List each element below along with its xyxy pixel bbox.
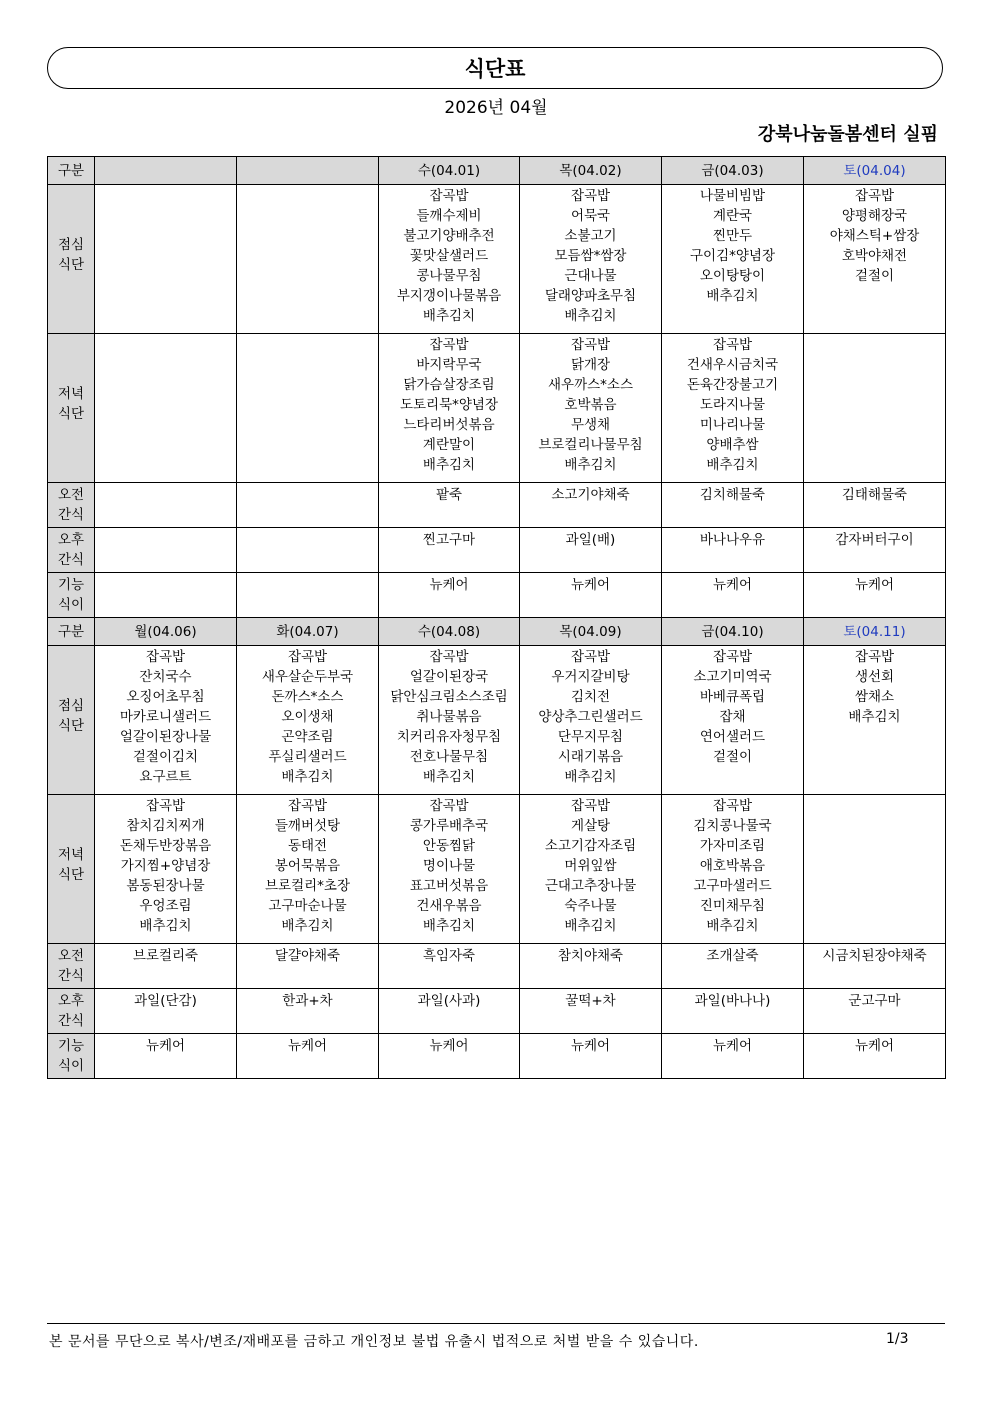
menu-item: 잡곡밥 bbox=[854, 188, 895, 204]
dinner-cell bbox=[662, 795, 804, 944]
menu-item: 겉절이 bbox=[712, 749, 753, 765]
menu-item: 배추김치 bbox=[139, 918, 192, 934]
pm-snack-cell bbox=[662, 528, 804, 573]
dinner-cell bbox=[662, 334, 804, 483]
menu-item: 닭가슴살장조림 bbox=[403, 377, 495, 393]
special-row bbox=[48, 1034, 946, 1079]
menu-item: 오이탕탕이 bbox=[699, 268, 766, 284]
dinner-cell bbox=[237, 795, 379, 944]
menu-item: 건새우볶음 bbox=[416, 898, 482, 914]
row-label-dinner bbox=[48, 334, 95, 483]
menu-item bbox=[95, 528, 236, 530]
menu-item: 소고기야채죽 bbox=[551, 487, 630, 503]
menu-item: 계란말이 bbox=[422, 437, 476, 453]
row-label-line: 식이 bbox=[57, 597, 85, 613]
day-header: 목(04.09) bbox=[520, 618, 662, 646]
menu-item: 흑임자죽 bbox=[422, 948, 476, 964]
menu-item: 호박볶음 bbox=[564, 397, 617, 413]
menu-item: 배추김치 bbox=[422, 457, 476, 473]
dinner-cell bbox=[237, 334, 379, 483]
menu-item: 찐만두 bbox=[712, 228, 753, 244]
day-header: 수(04.08) bbox=[379, 618, 520, 646]
lunch-cell bbox=[804, 185, 946, 334]
menu-item: 고구마순나물 bbox=[268, 898, 347, 914]
lunch-cell bbox=[237, 185, 379, 334]
dinner-cell bbox=[520, 334, 662, 483]
menu-item: 시금치된장야채죽 bbox=[822, 948, 927, 964]
pm-snack-cell bbox=[804, 989, 946, 1034]
pm-snack-cell bbox=[379, 989, 520, 1034]
menu-item: 소불고기 bbox=[564, 228, 617, 244]
menu-item: 취나물볶음 bbox=[416, 709, 482, 725]
menu-item: 겉절이 bbox=[854, 268, 895, 284]
menu-item: 곤약조림 bbox=[281, 729, 334, 745]
pm-snack-cell bbox=[520, 989, 662, 1034]
menu-item: 잡곡밥 bbox=[712, 649, 753, 665]
day-header bbox=[237, 157, 379, 185]
dinner-cell bbox=[95, 334, 237, 483]
am-snack-cell bbox=[237, 483, 379, 528]
row-label-line: 기능 bbox=[57, 577, 85, 593]
menu-item: 잡곡밥 bbox=[429, 798, 469, 814]
row-label-line: 오후 bbox=[57, 993, 85, 1009]
menu-item: 잡곡밥 bbox=[145, 798, 186, 814]
footer-divider bbox=[47, 1323, 945, 1324]
menu-item bbox=[95, 573, 236, 575]
menu-item: 잡곡밥 bbox=[570, 649, 611, 665]
row-label-line: 점심 bbox=[57, 237, 85, 253]
menu-item: 잡곡밥 bbox=[570, 798, 611, 814]
row-label-pm-snack bbox=[48, 528, 95, 573]
row-label-line: 오후 bbox=[57, 532, 85, 548]
lunch-cell bbox=[662, 185, 804, 334]
menu-item: 동태전 bbox=[287, 838, 328, 854]
menu-item: 가자미조림 bbox=[699, 838, 766, 854]
menu-item: 배추김치 bbox=[281, 918, 334, 934]
lunch-row bbox=[48, 185, 946, 334]
menu-item: 돈채두반장볶음 bbox=[119, 838, 212, 854]
day-header: 토(04.11) bbox=[804, 618, 946, 646]
menu-item: 미나리나물 bbox=[699, 417, 766, 433]
pm-snack-cell bbox=[237, 528, 379, 573]
menu-item: 불고기양배추전 bbox=[403, 228, 495, 244]
menu-item: 우거지갈비탕 bbox=[551, 669, 630, 685]
menu-item: 배추김치 bbox=[848, 709, 901, 725]
menu-item: 뉴케어 bbox=[854, 577, 895, 593]
menu-item: 구이김*양념장 bbox=[690, 248, 775, 264]
menu-item: 김태해물죽 bbox=[841, 487, 908, 503]
pm-snack-row bbox=[48, 989, 946, 1034]
center-name: 강북나눔돌봄센터 실핌 bbox=[757, 124, 938, 145]
menu-item: 얼갈이된장나물 bbox=[119, 729, 212, 745]
page-title: 식단표 bbox=[47, 47, 943, 89]
pm-snack-cell bbox=[379, 528, 520, 573]
page-number: 1/3 bbox=[886, 1331, 909, 1347]
row-label-am-snack bbox=[48, 944, 95, 989]
menu-item: 봉어묵볶음 bbox=[274, 858, 341, 874]
row-label-line: 간식 bbox=[57, 1013, 85, 1029]
menu-item: 바지락무국 bbox=[416, 357, 482, 373]
menu-item: 한과+차 bbox=[282, 993, 333, 1009]
menu-item: 잡채 bbox=[719, 709, 746, 725]
menu-item: 잡곡밥 bbox=[287, 649, 328, 665]
menu-item: 배추김치 bbox=[564, 308, 617, 324]
lunch-cell bbox=[662, 646, 804, 795]
special-cell bbox=[520, 573, 662, 618]
menu-item: 새우까스*소스 bbox=[548, 377, 633, 393]
menu-item: 건새우시금치국 bbox=[686, 357, 779, 373]
menu-item: 양상추그린샐러드 bbox=[538, 709, 643, 725]
menu-item: 나물비빔밥 bbox=[699, 188, 766, 204]
menu-item: 바베큐폭립 bbox=[699, 689, 766, 705]
menu-item: 배추김치 bbox=[706, 457, 759, 473]
am-snack-cell bbox=[237, 944, 379, 989]
menu-item: 부지갱이나물볶음 bbox=[396, 288, 502, 304]
lunch-cell bbox=[95, 646, 237, 795]
menu-item: 잡곡밥 bbox=[429, 188, 469, 204]
special-cell bbox=[237, 573, 379, 618]
menu-item: 마카로니샐러드 bbox=[119, 709, 212, 725]
menu-item: 어묵국 bbox=[570, 208, 611, 224]
day-header bbox=[95, 157, 237, 185]
pm-snack-cell bbox=[95, 989, 237, 1034]
menu-item: 잡곡밥 bbox=[429, 649, 469, 665]
menu-item: 과일(단감) bbox=[134, 993, 197, 1009]
menu-item: 돈육간장불고기 bbox=[686, 377, 779, 393]
menu-item: 소고기미역국 bbox=[693, 669, 772, 685]
lunch-row bbox=[48, 646, 946, 795]
menu-item: 겉절이김치 bbox=[132, 749, 199, 765]
special-cell bbox=[662, 1034, 804, 1079]
menu-item: 잡곡밥 bbox=[854, 649, 895, 665]
menu-item: 호박야채전 bbox=[841, 248, 908, 264]
menu-item: 과일(배) bbox=[565, 532, 616, 548]
menu-item: 연어샐러드 bbox=[699, 729, 766, 745]
lunch-cell bbox=[379, 646, 520, 795]
menu-item: 고구마샐러드 bbox=[693, 878, 772, 894]
special-cell bbox=[95, 1034, 237, 1079]
dinner-cell bbox=[804, 795, 946, 944]
row-label-header: 구분 bbox=[48, 618, 95, 646]
menu-item: 과일(바나나) bbox=[694, 993, 771, 1009]
menu-item: 브로컬리나물무침 bbox=[538, 437, 643, 453]
menu-item: 뉴케어 bbox=[145, 1038, 186, 1054]
day-header: 토(04.04) bbox=[804, 157, 946, 185]
menu-item: 잡곡밥 bbox=[429, 337, 469, 353]
special-cell bbox=[520, 1034, 662, 1079]
menu-item: 김치콩나물국 bbox=[693, 818, 772, 834]
menu-item: 배추김치 bbox=[281, 769, 334, 785]
row-label-lunch bbox=[48, 185, 95, 334]
menu-table bbox=[47, 156, 946, 1079]
row-label-line: 간식 bbox=[57, 968, 85, 984]
week-header-row bbox=[48, 157, 946, 185]
week-header-row bbox=[48, 618, 946, 646]
day-header: 금(04.10) bbox=[662, 618, 804, 646]
menu-item: 전호나물무침 bbox=[409, 749, 489, 765]
pm-snack-cell bbox=[520, 528, 662, 573]
menu-item bbox=[237, 528, 378, 530]
menu-item bbox=[237, 483, 378, 485]
menu-item: 안동찜닭 bbox=[422, 838, 476, 854]
menu-item: 배추김치 bbox=[564, 918, 617, 934]
menu-item: 콩가루배추국 bbox=[409, 818, 489, 834]
day-header: 목(04.02) bbox=[520, 157, 662, 185]
menu-item: 머위잎쌈 bbox=[564, 858, 617, 874]
menu-item: 무생채 bbox=[570, 417, 611, 433]
menu-item: 달래양파초무침 bbox=[544, 288, 637, 304]
menu-item: 양배추쌈 bbox=[706, 437, 759, 453]
am-snack-cell bbox=[520, 944, 662, 989]
row-label-line: 식이 bbox=[57, 1058, 85, 1074]
am-snack-row bbox=[48, 483, 946, 528]
menu-item: 잡곡밥 bbox=[145, 649, 186, 665]
menu-item: 배추김치 bbox=[422, 918, 476, 934]
am-snack-cell bbox=[520, 483, 662, 528]
menu-item: 꽃맛살샐러드 bbox=[409, 248, 489, 264]
menu-item: 치커리유자청무침 bbox=[396, 729, 502, 745]
menu-item: 진미채무침 bbox=[699, 898, 766, 914]
day-header: 금(04.03) bbox=[662, 157, 804, 185]
row-label-lunch bbox=[48, 646, 95, 795]
row-label-line: 점심 bbox=[57, 698, 85, 714]
special-cell bbox=[804, 1034, 946, 1079]
pm-snack-cell bbox=[804, 528, 946, 573]
lunch-cell bbox=[379, 185, 520, 334]
menu-item: 뉴케어 bbox=[570, 577, 611, 593]
menu-item: 배추김치 bbox=[706, 288, 759, 304]
day-header: 수(04.01) bbox=[379, 157, 520, 185]
menu-item: 뉴케어 bbox=[570, 1038, 611, 1054]
menu-item: 생선회 bbox=[854, 669, 895, 685]
am-snack-cell bbox=[95, 483, 237, 528]
row-label-line: 기능 bbox=[57, 1038, 85, 1054]
am-snack-cell bbox=[804, 483, 946, 528]
special-cell bbox=[237, 1034, 379, 1079]
pm-snack-cell bbox=[662, 989, 804, 1034]
row-label-line: 식단 bbox=[57, 406, 85, 422]
menu-item: 애호박볶음 bbox=[699, 858, 766, 874]
menu-item: 달걀야채죽 bbox=[274, 948, 341, 964]
special-cell bbox=[379, 573, 520, 618]
menu-item: 감자버터구이 bbox=[835, 532, 914, 548]
menu-item: 요구르트 bbox=[139, 769, 192, 785]
am-snack-cell bbox=[379, 944, 520, 989]
menu-item: 가지찜+양념장 bbox=[120, 858, 211, 874]
menu-item: 느타리버섯볶음 bbox=[403, 417, 495, 433]
lunch-cell bbox=[95, 185, 237, 334]
menu-item: 김치해물죽 bbox=[699, 487, 766, 503]
special-cell bbox=[379, 1034, 520, 1079]
menu-item bbox=[237, 573, 378, 575]
menu-item: 도토리묵*양념장 bbox=[399, 397, 499, 413]
menu-item: 돈까스*소스 bbox=[271, 689, 344, 705]
menu-item: 잡곡밥 bbox=[287, 798, 328, 814]
menu-item: 뉴케어 bbox=[429, 577, 469, 593]
day-header: 월(04.06) bbox=[95, 618, 237, 646]
row-label-special bbox=[48, 1034, 95, 1079]
row-label-line: 식단 bbox=[57, 867, 85, 883]
row-label-line: 저녁 bbox=[57, 386, 85, 402]
menu-item: 브로컬리*초장 bbox=[265, 878, 350, 894]
menu-item: 참치김치찌개 bbox=[126, 818, 205, 834]
menu-item: 계란국 bbox=[712, 208, 753, 224]
menu-item: 근대나물 bbox=[564, 268, 617, 284]
pm-snack-row bbox=[48, 528, 946, 573]
menu-item: 배추김치 bbox=[706, 918, 759, 934]
menu-item: 들깨수제비 bbox=[416, 208, 482, 224]
menu-item: 새우살순두부국 bbox=[261, 669, 354, 685]
am-snack-cell bbox=[662, 944, 804, 989]
menu-item: 군고구마 bbox=[848, 993, 901, 1009]
dinner-row bbox=[48, 334, 946, 483]
day-header: 화(04.07) bbox=[237, 618, 379, 646]
dinner-cell bbox=[95, 795, 237, 944]
am-snack-cell bbox=[95, 944, 237, 989]
menu-item: 조개살죽 bbox=[706, 948, 759, 964]
menu-item: 뉴케어 bbox=[854, 1038, 895, 1054]
dinner-row bbox=[48, 795, 946, 944]
am-snack-row bbox=[48, 944, 946, 989]
menu-item: 표고버섯볶음 bbox=[409, 878, 489, 894]
menu-item bbox=[95, 483, 236, 485]
menu-item: 잡곡밥 bbox=[712, 337, 753, 353]
row-label-line: 오전 bbox=[57, 487, 85, 503]
am-snack-cell bbox=[662, 483, 804, 528]
menu-item: 단무지무침 bbox=[557, 729, 624, 745]
lunch-cell bbox=[237, 646, 379, 795]
menu-item: 과일(사과) bbox=[417, 993, 481, 1009]
menu-item: 근대고추장나물 bbox=[544, 878, 637, 894]
menu-item: 시래기볶음 bbox=[557, 749, 624, 765]
pm-snack-cell bbox=[237, 989, 379, 1034]
menu-item: 잔치국수 bbox=[139, 669, 192, 685]
special-row bbox=[48, 573, 946, 618]
menu-item: 들깨버섯탕 bbox=[274, 818, 341, 834]
menu-item: 꿀떡+차 bbox=[565, 993, 616, 1009]
menu-item: 잡곡밥 bbox=[570, 337, 611, 353]
am-snack-cell bbox=[804, 944, 946, 989]
row-label-line: 오전 bbox=[57, 948, 85, 964]
menu-item: 잡곡밥 bbox=[712, 798, 753, 814]
special-cell bbox=[95, 573, 237, 618]
lunch-cell bbox=[520, 646, 662, 795]
menu-item: 쌈채소 bbox=[854, 689, 895, 705]
menu-item: 봄동된장나물 bbox=[126, 878, 205, 894]
footer-notice: 본 문서를 무단으로 복사/변조/재배포를 금하고 개인정보 불법 유출시 법적으로 처벌 받을 수 있습니다. bbox=[49, 1334, 699, 1350]
row-label-special bbox=[48, 573, 95, 618]
dinner-cell bbox=[379, 795, 520, 944]
menu-item: 게살탕 bbox=[570, 818, 611, 834]
menu-item: 뉴케어 bbox=[712, 577, 753, 593]
row-label-line: 간식 bbox=[57, 552, 85, 568]
pm-snack-cell bbox=[95, 528, 237, 573]
menu-item: 팥죽 bbox=[435, 487, 463, 503]
row-label-pm-snack bbox=[48, 989, 95, 1034]
menu-item: 명이나물 bbox=[422, 858, 476, 874]
row-label-line: 저녁 bbox=[57, 847, 85, 863]
am-snack-cell bbox=[379, 483, 520, 528]
menu-item: 오이생채 bbox=[281, 709, 334, 725]
row-label-header: 구분 bbox=[48, 157, 95, 185]
menu-item: 김치전 bbox=[570, 689, 611, 705]
menu-item: 우엉조림 bbox=[139, 898, 192, 914]
row-label-line: 식단 bbox=[57, 257, 85, 273]
dinner-cell bbox=[520, 795, 662, 944]
menu-item: 야채스틱+쌈장 bbox=[829, 228, 920, 244]
menu-item: 잡곡밥 bbox=[570, 188, 611, 204]
menu-item: 배추김치 bbox=[422, 308, 476, 324]
special-cell bbox=[662, 573, 804, 618]
menu-item: 오징어초무침 bbox=[126, 689, 205, 705]
menu-item: 양평해장국 bbox=[841, 208, 908, 224]
menu-item: 배추김치 bbox=[564, 769, 617, 785]
menu-item: 소고기감자조림 bbox=[544, 838, 637, 854]
menu-item: 닭안심크림소스조림 bbox=[390, 689, 508, 705]
menu-item: 뉴케어 bbox=[287, 1038, 328, 1054]
dinner-cell bbox=[804, 334, 946, 483]
row-label-am-snack bbox=[48, 483, 95, 528]
month-label: 2026년 04월 bbox=[444, 98, 548, 118]
menu-item: 푸실리샐러드 bbox=[268, 749, 347, 765]
menu-item: 배추김치 bbox=[422, 769, 476, 785]
menu-item: 뉴케어 bbox=[429, 1038, 469, 1054]
menu-item: 닭개장 bbox=[570, 357, 611, 373]
menu-item: 뉴케어 bbox=[712, 1038, 753, 1054]
special-cell bbox=[804, 573, 946, 618]
menu-item: 참치야채죽 bbox=[557, 948, 624, 964]
menu-item: 콩나물무침 bbox=[416, 268, 482, 284]
menu-item: 모듬쌈*쌈장 bbox=[554, 248, 627, 264]
row-label-line: 간식 bbox=[57, 507, 85, 523]
menu-item: 숙주나물 bbox=[564, 898, 617, 914]
menu-item: 바나나우유 bbox=[699, 532, 766, 548]
menu-item: 도라지나물 bbox=[699, 397, 766, 413]
lunch-cell bbox=[520, 185, 662, 334]
lunch-cell bbox=[804, 646, 946, 795]
row-label-line: 식단 bbox=[57, 718, 85, 734]
row-label-dinner bbox=[48, 795, 95, 944]
menu-item: 브로컬리죽 bbox=[132, 948, 199, 964]
menu-item: 얼갈이된장국 bbox=[409, 669, 489, 685]
dinner-cell bbox=[379, 334, 520, 483]
menu-item: 찐고구마 bbox=[422, 532, 476, 548]
menu-item: 배추김치 bbox=[564, 457, 617, 473]
